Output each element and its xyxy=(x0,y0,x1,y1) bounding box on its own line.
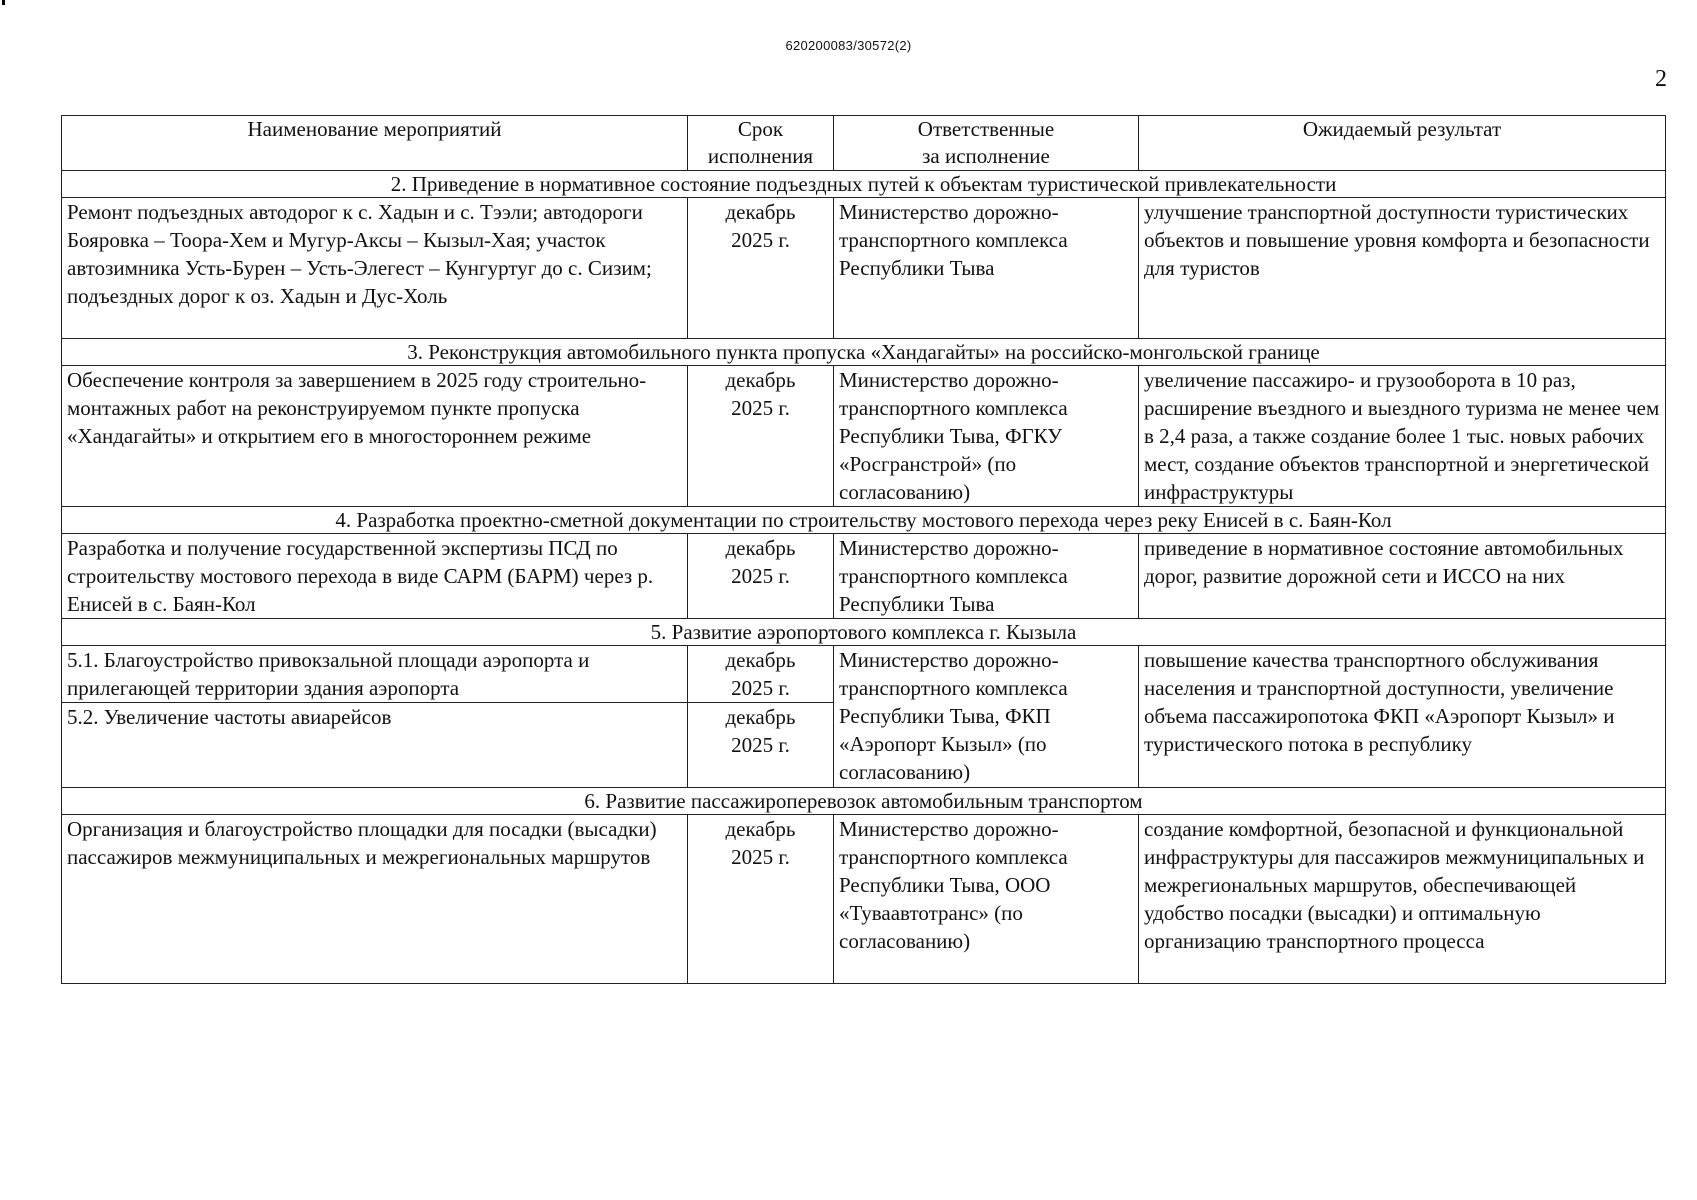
section-title: 5. Развитие аэропортового комплекса г. Кызыла xyxy=(62,619,1666,646)
measure-name: Ремонт подъездных автодорог к с. Хадын и с. Тээли; автодороги Бояровка – Тоора-Хем и Мугур-Аксы – Кызыл-Хая; участок автозимника Усть-Бурен – Усть-Элегест – Кунгуртуг до с. Сизим; подъездных дорог к оз. Хадын и Дус-Холь xyxy=(62,198,688,339)
measure-result: создание комфортной, безопасной и функциональной инфраструктуры для пассажиров межмуниципальных и межрегиональных маршрутов, обеспечивающей удобство посадки (высадки) и оптимальную организацию транспортного процесса xyxy=(1139,815,1666,984)
measure-result: приведение в нормативное состояние автомобильных дорог, развитие дорожной сети и ИССО на них xyxy=(1139,534,1666,619)
table-header-row xyxy=(62,116,1666,171)
section-row xyxy=(62,171,1666,198)
table-row xyxy=(62,198,1666,339)
measure-name: 5.1. Благоустройство привокзальной площади аэропорта и прилегающей территории здания аэропорта xyxy=(62,646,688,703)
measure-name: Разработка и получение государственной экспертизы ПСД по строительству мостового перехода в виде САРМ (БАРМ) через р. Енисей в с. Баян-Кол xyxy=(62,534,688,619)
header-responsible: Ответственные за исполнение xyxy=(834,116,1139,171)
section-title: 6. Развитие пассажироперевозок автомобильным транспортом xyxy=(62,788,1666,815)
measure-result: повышение качества транспортного обслуживания населения и транспортной доступности, увеличение объема пассажиропотока ФКП «Аэропорт Кызыл» и туристического потока в республику xyxy=(1139,646,1666,788)
measure-name: 5.2. Увеличение частоты авиарейсов xyxy=(62,703,688,788)
document-id: 620200083/30572(2) xyxy=(785,38,912,53)
table-row xyxy=(62,366,1666,507)
scan-corner-mark xyxy=(2,0,5,5)
section-title: 3. Реконструкция автомобильного пункта пропуска «Хандагайты» на российско-монгольской границе xyxy=(62,339,1666,366)
measure-responsible: Министерство дорожно-транспортного комплекса Республики Тыва xyxy=(834,198,1139,339)
measures-table xyxy=(61,115,1666,984)
section-row xyxy=(62,339,1666,366)
section-title: 4. Разработка проектно-сметной документации по строительству мостового перехода через реку Енисей в с. Баян-Кол xyxy=(62,507,1666,534)
measure-term: декабрь 2025 г. xyxy=(688,198,834,339)
measure-result: увеличение пассажиро- и грузооборота в 10 раз, расширение въездного и выездного туризма не менее чем в 2,4 раза, а также создание более 1 тыс. новых рабочих мест, создание объектов транспортной и энергетической инфраструктуры xyxy=(1139,366,1666,507)
table-row xyxy=(62,815,1666,984)
section-row xyxy=(62,507,1666,534)
measure-responsible: Министерство дорожно-транспортного комплекса Республики Тыва, ООО «Туваавтотранс» (по согласованию) xyxy=(834,815,1139,984)
page-number: 2 xyxy=(1655,66,1667,92)
section-row xyxy=(62,788,1666,815)
measure-name: Обеспечение контроля за завершением в 2025 году строительно-монтажных работ на реконструируемом пункте пропуска «Хандагайты» и открытием его в многостороннем режиме xyxy=(62,366,688,507)
header-name: Наименование мероприятий xyxy=(62,116,688,171)
section-row xyxy=(62,619,1666,646)
table-row xyxy=(62,646,1666,703)
header-term: Срок исполнения xyxy=(688,116,834,171)
measure-term: декабрь 2025 г. xyxy=(688,646,834,703)
measure-term: декабрь 2025 г. xyxy=(688,815,834,984)
table-row xyxy=(62,534,1666,619)
measure-responsible: Министерство дорожно-транспортного комплекса Республики Тыва xyxy=(834,534,1139,619)
measure-term: декабрь 2025 г. xyxy=(688,366,834,507)
measure-responsible: Министерство дорожно-транспортного комплекса Республики Тыва, ФКП «Аэропорт Кызыл» (по согласованию) xyxy=(834,646,1139,788)
measure-name: Организация и благоустройство площадки для посадки (высадки) пассажиров межмуниципальных и межрегиональных маршрутов xyxy=(62,815,688,984)
measure-term: декабрь 2025 г. xyxy=(688,703,834,788)
header-result: Ожидаемый результат xyxy=(1139,116,1666,171)
section-title: 2. Приведение в нормативное состояние подъездных путей к объектам туристической привлекательности xyxy=(62,171,1666,198)
measure-result: улучшение транспортной доступности туристических объектов и повышение уровня комфорта и безопасности для туристов xyxy=(1139,198,1666,339)
measure-term: декабрь 2025 г. xyxy=(688,534,834,619)
measure-responsible: Министерство дорожно-транспортного комплекса Республики Тыва, ФГКУ «Росгранстрой» (по согласованию) xyxy=(834,366,1139,507)
